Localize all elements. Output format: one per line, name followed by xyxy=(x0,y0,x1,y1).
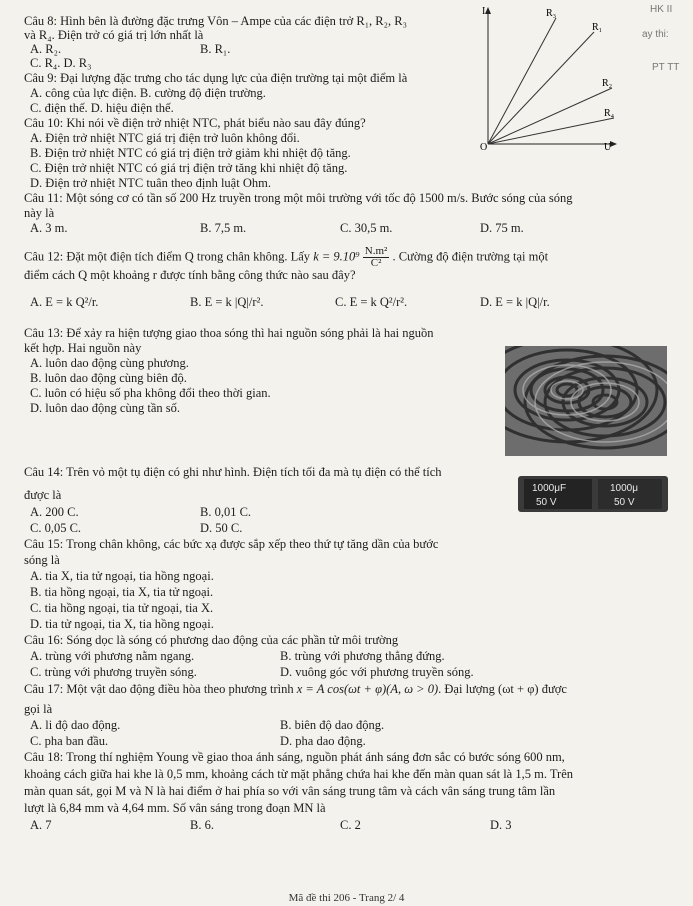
q14-option-a[interactable]: A. 200 C. xyxy=(30,505,79,519)
q17-line1b: . Đại lượng (ωt + φ) được xyxy=(438,682,567,696)
q10-option-c[interactable]: C. Điện trở nhiệt NTC có giá trị điện trở tăng khi nhiệt độ tăng. xyxy=(30,161,348,175)
q16-option-c[interactable]: C. trùng với phương truyền sóng. xyxy=(30,665,197,679)
q12-option-d[interactable]: D. E = k |Q|/r. xyxy=(480,295,550,309)
q10-line1: Câu 10: Khi nói về điện trở nhiệt NTC, phát biểu nào sau đây đúng? xyxy=(24,116,366,130)
q18-line2: khoảng cách giữa hai khe là 0,5 mm, khoảng cách từ mặt phẳng chứa hai khe đến màn quan sát là 1,5 m. Trên xyxy=(24,767,573,781)
q13-line1: Câu 13: Để xảy ra hiện tượng giao thoa sóng thì hai nguồn sóng phải là hai nguồn xyxy=(24,326,434,340)
q14-option-d[interactable]: D. 50 C. xyxy=(200,521,243,535)
q14-option-c[interactable]: C. 0,05 C. xyxy=(30,521,82,535)
q12-k-expr: k = 9.10⁹ xyxy=(313,249,360,264)
q12-line1a: Câu 12: Đặt một điện tích điểm Q trong chân không. Lấy xyxy=(24,249,311,264)
q12-option-b[interactable]: B. E = k |Q|/r². xyxy=(190,295,264,309)
cap-text-1: 1000μF xyxy=(532,483,567,494)
q17-option-d[interactable]: D. pha dao động. xyxy=(280,734,366,748)
q17-line1a: Câu 17: Một vật dao động điều hòa theo phương trình xyxy=(24,682,294,696)
q10-option-d[interactable]: D. Điện trở nhiệt NTC tuân theo định luật Ohm. xyxy=(30,176,271,190)
q13-option-b[interactable]: B. luôn dao động cùng biên độ. xyxy=(30,371,187,385)
q8-line2: và R₄. Điện trở có giá trị lớn nhất là xyxy=(24,28,204,42)
q18-line1: Câu 18: Trong thí nghiệm Young về giao thoa ánh sáng, nguồn phát ánh sáng đơn sắc có bước sóng 600 nm, xyxy=(24,750,565,764)
q18-option-a[interactable]: A. 7 xyxy=(30,818,52,832)
q13-option-c[interactable]: C. luôn có hiệu số pha không đổi theo thời gian. xyxy=(30,386,271,400)
q14-line1: Câu 14: Trên vỏ một tụ điện có ghi như hình. Điện tích tối đa mà tụ điện có thể tích xyxy=(24,465,442,479)
q18-line3: màn quan sát, gọi M và N là hai điểm ở hai phía so với vân sáng trung tâm và cách vân sáng trung tâm lần xyxy=(24,784,556,798)
q10-option-b[interactable]: B. Điện trở nhiệt NTC có giá trị điện trở giảm khi nhiệt độ tăng. xyxy=(30,146,351,160)
q15-option-a[interactable]: A. tia X, tia tử ngoại, tia hồng ngoại. xyxy=(30,569,214,583)
label-r1: R₁ xyxy=(592,22,603,33)
q11-option-d[interactable]: D. 75 m. xyxy=(480,221,524,235)
label-i: I xyxy=(482,6,486,17)
q17-option-b[interactable]: B. biên độ dao động. xyxy=(280,718,385,732)
q10-option-a[interactable]: A. Điện trở nhiệt NTC giá trị điện trở luôn không đổi. xyxy=(30,131,300,145)
q16-option-b[interactable]: B. trùng với phương thẳng đứng. xyxy=(280,649,445,663)
q11-line1: Câu 11: Một sóng cơ có tần số 200 Hz truyền trong một môi trường với tốc độ 1500 m/s. Bước sóng của sóng xyxy=(24,191,573,205)
q11-option-a[interactable]: A. 3 m. xyxy=(30,221,68,235)
q17-expr: x = A cos(ωt + φ)(A, ω > 0) xyxy=(296,682,439,696)
label-o: O xyxy=(480,142,488,152)
q8-line1: Câu 8: Hình bên là đường đặc trưng Vôn – Ampe của các điện trở R₁, R₂, R₃ xyxy=(24,14,407,28)
q8-option-b[interactable]: B. R₁. xyxy=(200,42,231,56)
label-u: U xyxy=(604,142,612,152)
q16-option-d[interactable]: D. vuông góc với phương truyền sóng. xyxy=(280,665,474,679)
line-r1 xyxy=(488,32,594,144)
iv-characteristic-graph xyxy=(480,4,620,152)
q15-line1: Câu 15: Trong chân không, các bức xạ được sắp xếp theo thứ tự tăng dần của bước xyxy=(24,537,439,551)
q8-option-a[interactable]: A. R₂. xyxy=(30,42,62,56)
page-footer: Mã đề thi 206 - Trang 2/ 4 xyxy=(288,892,405,904)
q9-line1: Câu 9: Đại lượng đặc trưng cho tác dụng lực của điện trường tại một điểm là xyxy=(24,71,408,85)
q9-option-cd[interactable]: C. điện thế. D. hiệu điện thế. xyxy=(30,101,174,115)
label-r2: R₂ xyxy=(602,78,613,89)
q11-option-c[interactable]: C. 30,5 m. xyxy=(340,221,393,235)
q17-line1 xyxy=(24,682,567,697)
i-axis-arrow xyxy=(485,7,491,14)
cap-text-3: 1000μ xyxy=(610,483,639,494)
corner-note-1: ay thi: xyxy=(642,29,669,40)
corner-mark: HK II xyxy=(650,4,673,15)
q17-option-c[interactable]: C. pha ban đầu. xyxy=(30,734,109,748)
q13-line2: kết hợp. Hai nguồn này xyxy=(24,341,142,355)
line-r4 xyxy=(488,118,614,144)
q15-option-c[interactable]: C. tia hồng ngoại, tia tử ngoại, tia X. xyxy=(30,601,214,615)
q12-line1 xyxy=(24,246,548,269)
q12-option-a[interactable]: A. E = k Q²/r. xyxy=(30,295,99,309)
q17-option-a[interactable]: A. li độ dao động. xyxy=(30,718,121,732)
q12-line1b: . Cường độ điện trường tại một xyxy=(392,249,549,264)
q16-line1: Câu 16: Sóng dọc là sóng có phương dao động của các phần tử môi trường xyxy=(24,633,399,647)
label-r3: R₃ xyxy=(546,8,557,19)
q18-option-d[interactable]: D. 3 xyxy=(490,818,512,832)
q13-option-d[interactable]: D. luôn dao động cùng tần số. xyxy=(30,401,180,415)
q17-line2: gọi là xyxy=(24,702,53,716)
q13-option-a[interactable]: A. luôn dao động cùng phương. xyxy=(30,356,189,370)
q14-line2: được là xyxy=(24,488,62,502)
q9-option-ab[interactable]: A. công của lực điện. B. cường độ điện trường. xyxy=(30,86,266,100)
q12-unit-fraction xyxy=(363,246,390,269)
q11-line2: này là xyxy=(24,206,55,220)
q15-option-b[interactable]: B. tia hồng ngoại, tia X, tia tử ngoại. xyxy=(30,585,214,599)
q12-unit-den: C² xyxy=(370,257,382,269)
q15-line2: sóng là xyxy=(24,553,60,567)
corner-note-2: PT TT xyxy=(652,62,680,73)
q12-unit-num: N.m² xyxy=(364,245,388,257)
line-r2 xyxy=(488,88,612,144)
q15-option-d[interactable]: D. tia tử ngoại, tia X, tia hồng ngoại. xyxy=(30,617,214,631)
capacitor-label-image xyxy=(518,476,668,512)
q16-option-a[interactable]: A. trùng với phương nằm ngang. xyxy=(30,649,195,663)
q14-option-b[interactable]: B. 0,01 C. xyxy=(200,505,252,519)
cap-text-4: 50 V xyxy=(614,497,635,508)
q12-line2: điểm cách Q một khoảng r được tính bằng công thức nào sau đây? xyxy=(24,268,356,282)
q18-option-b[interactable]: B. 6. xyxy=(190,818,214,832)
line-r3 xyxy=(488,18,556,144)
wave-interference-image xyxy=(505,346,667,456)
q11-option-b[interactable]: B. 7,5 m. xyxy=(200,221,247,235)
q18-line4: lượt là 6,84 mm và 4,64 mm. Số vân sáng trong đoạn MN là xyxy=(24,801,326,815)
q12-option-c[interactable]: C. E = k Q²/r². xyxy=(335,295,408,309)
label-r4: R₄ xyxy=(604,108,615,119)
q8-option-cd[interactable]: C. R₄. D. R₃ xyxy=(30,56,92,70)
cap-text-2: 50 V xyxy=(536,497,557,508)
q18-option-c[interactable]: C. 2 xyxy=(340,818,361,832)
